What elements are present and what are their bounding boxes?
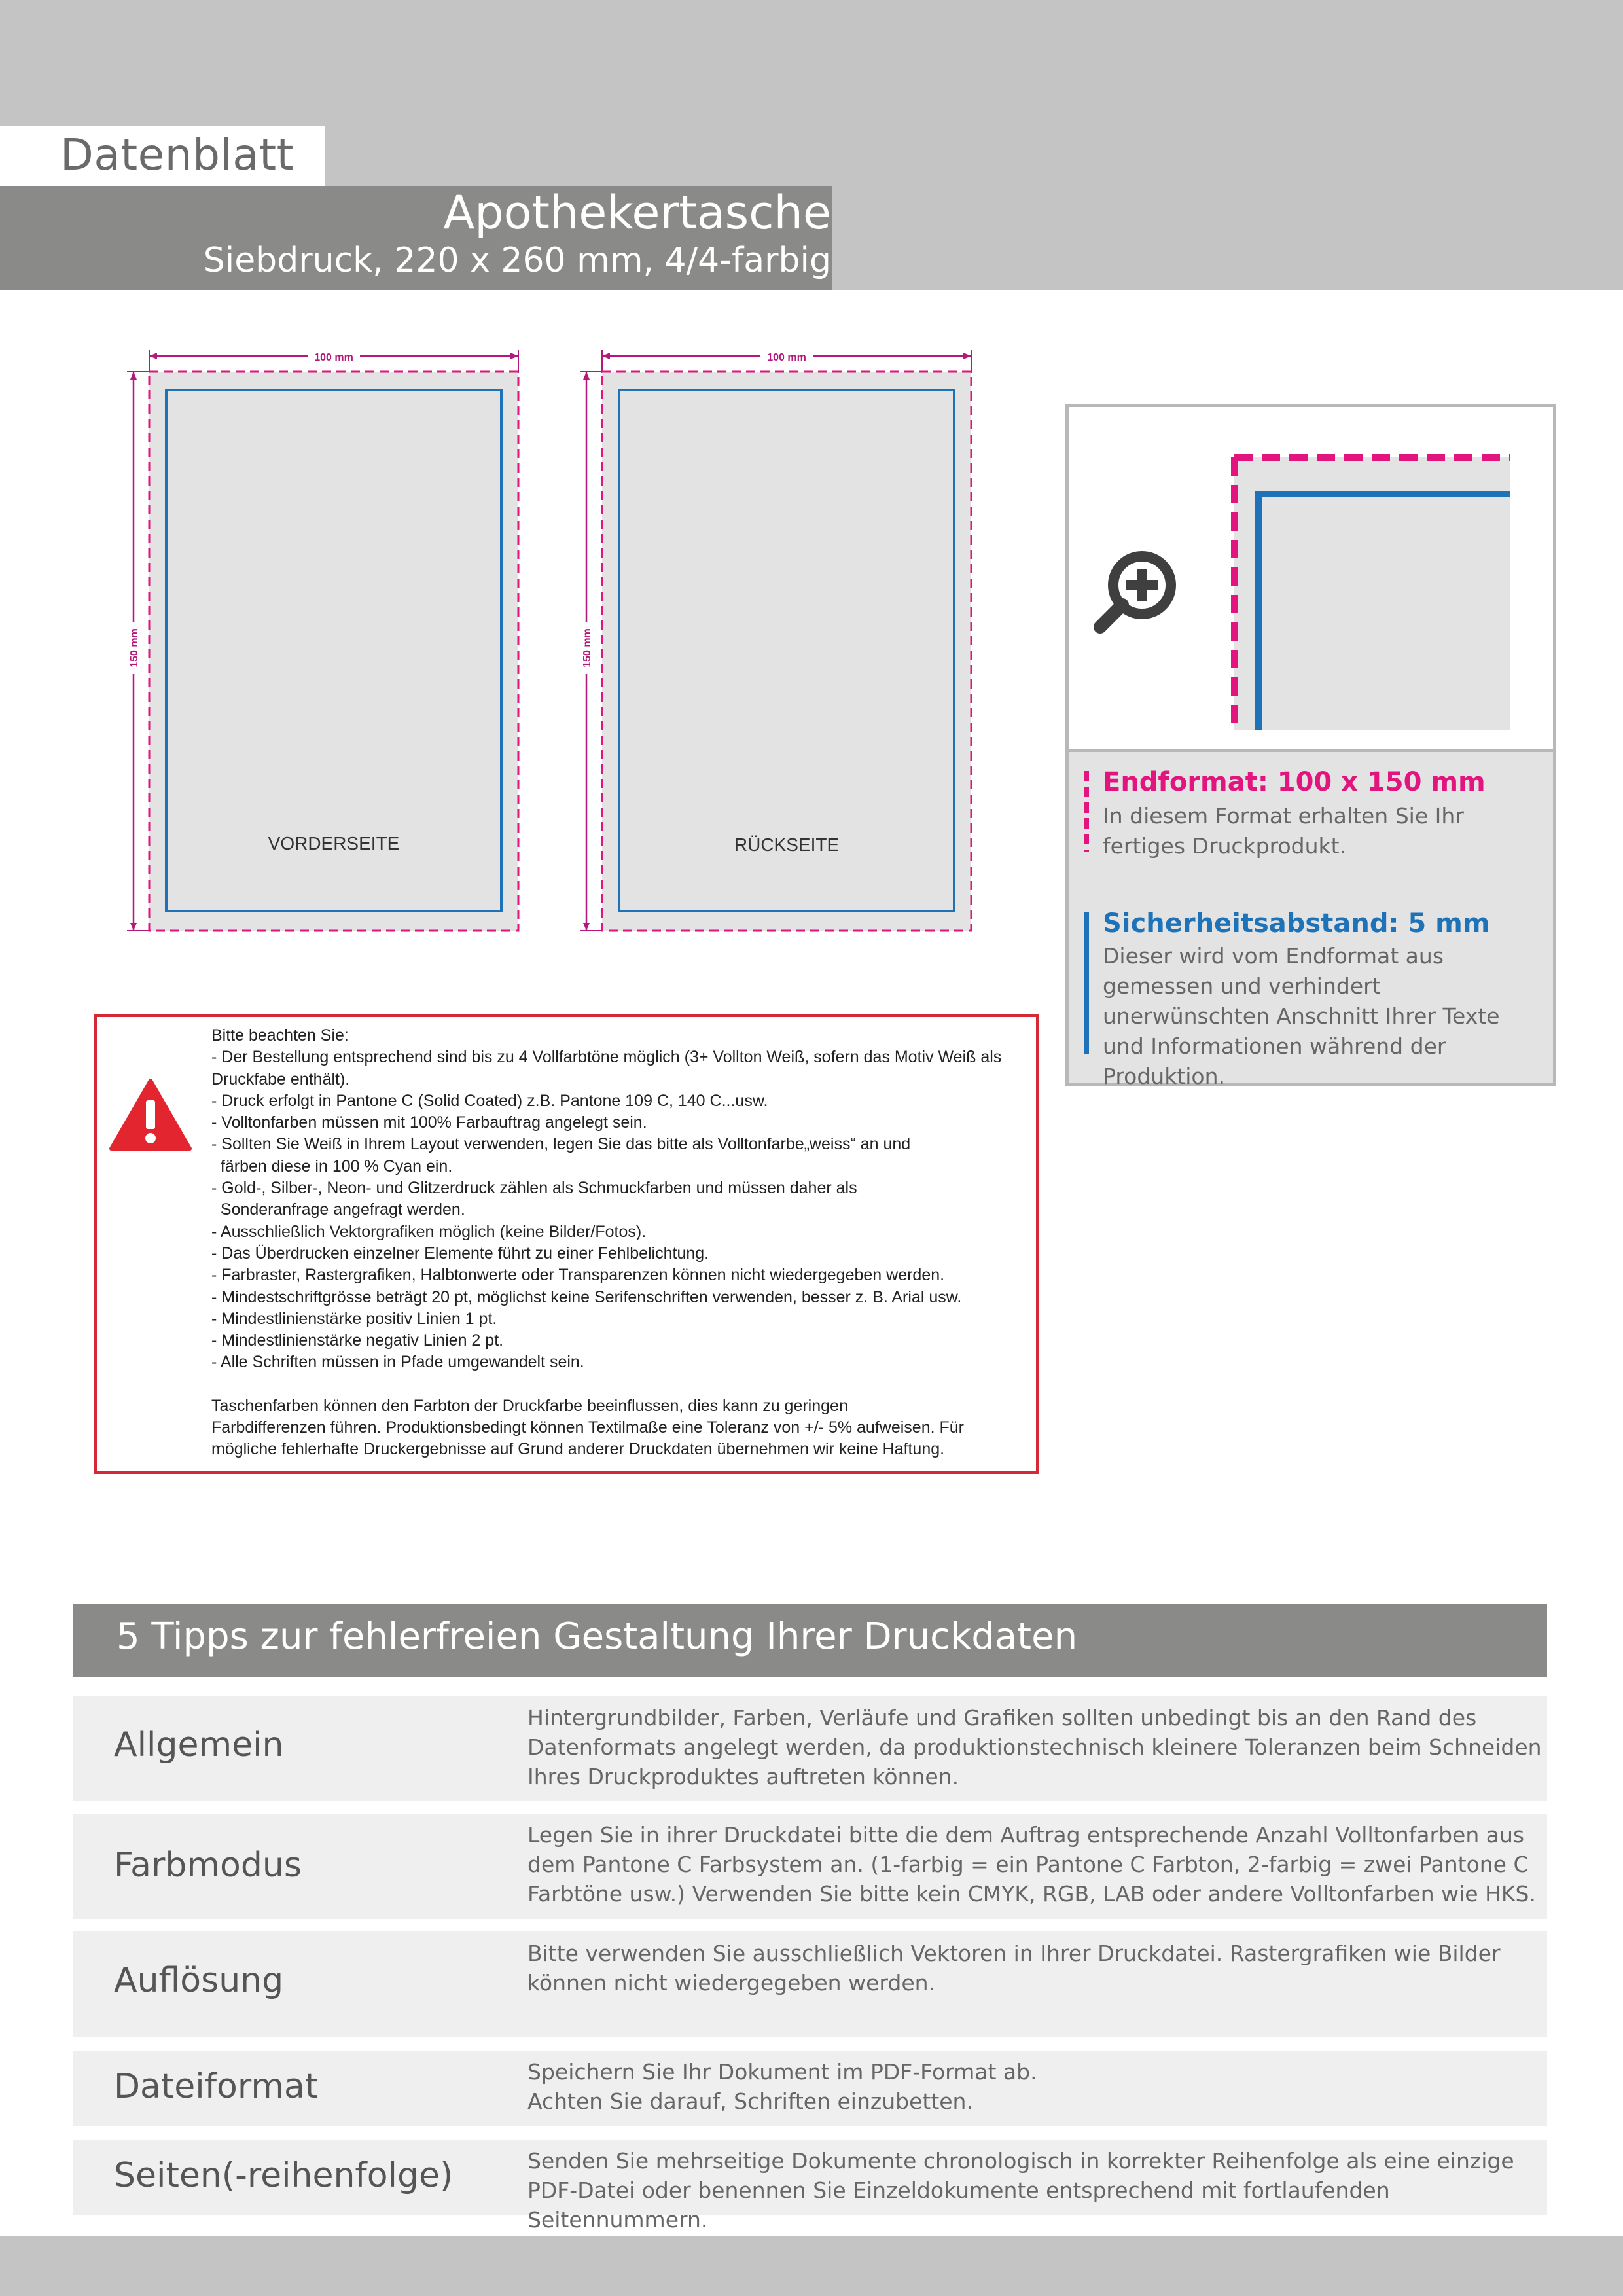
- width-dimension-label: 100 mm: [767, 352, 806, 363]
- tip-text: Speichern Sie Ihr Dokument im PDF-Format ab. Achten Sie darauf, Schriften einzubetten.: [527, 2059, 1037, 2114]
- warning-line: - Farbraster, Rastergrafiken, Halbtonwerte oder Transparenzen können nicht wiedergegeben werden.: [211, 1266, 945, 1285]
- endformat-title: Endformat: 100 x 150 mm: [1103, 767, 1486, 797]
- warning-line: Druckfabe enthält).: [211, 1069, 350, 1088]
- warning-line: mögliche fehlerhafte Druckergebnisse auf Grund anderer Druckdaten übernehmen wir keine Haftung.: [211, 1440, 945, 1459]
- page-subtitle: Siebdruck, 220 x 260 mm, 4/4-farbig: [203, 241, 831, 280]
- back-label: RÜCKSEITE: [734, 834, 840, 855]
- tip-label: Allgemein: [114, 1725, 284, 1765]
- safety-legend-marker: [1084, 912, 1089, 1054]
- tip-label: Seiten(-reihenfolge): [114, 2156, 454, 2195]
- warning-line: - Mindestlinienstärke negativ Linien 2 pt.: [211, 1331, 504, 1350]
- tip-label: Dateiformat: [114, 2067, 319, 2106]
- warning-line: - Das Überdrucken einzelner Elemente führt zu einer Fehlbelichtung.: [211, 1244, 709, 1263]
- warning-line: - Volltonfarben müssen mit 100% Farbauftrag angelegt sein.: [211, 1113, 647, 1132]
- tip-label: Farbmodus: [114, 1846, 302, 1885]
- tip-text: Senden Sie mehrseitige Dokumente chronologisch in korrekter Reihenfolge als eine einzige PDF-Datei oder benennen Sie Einzeldokumente entsprechend mit fortlaufenden Seitennummern.: [527, 2148, 1514, 2233]
- warning-line: - Alle Schriften müssen in Pfade umgewandelt sein.: [211, 1353, 584, 1372]
- warning-line: - Der Bestellung entsprechend sind bis zu 4 Vollfarbtöne möglich (3+ Vollton Weiß, sofern das Motiv Weiß als: [211, 1048, 1002, 1067]
- warning-line: färben diese in 100 % Cyan ein.: [211, 1157, 453, 1175]
- tip-text: Hintergrundbilder, Farben, Verläufe und Grafiken sollten unbedingt bis an den Rand des Datenformats angelegt werden, da produktionstechnisch kleinere Toleranzen beim Schneiden Ihres Druckproduktes auftreten können.: [527, 1705, 1542, 1789]
- warning-line: - Sollten Sie Weiß in Ihrem Layout verwenden, legen Sie das bitte als Volltonfarbe„weiss“ an und: [211, 1135, 911, 1154]
- page-title: Apothekertasche: [443, 186, 831, 240]
- endformat-text: In diesem Format erhalten Sie Ihr fertiges Druckprodukt.: [1103, 803, 1464, 859]
- tip-text: Bitte verwenden Sie ausschließlich Vektoren in Ihrer Druckdatei. Rastergrafiken wie Bilder können nicht wiedergegeben werden.: [527, 1941, 1501, 1996]
- warning-line: - Ausschließlich Vektorgrafiken möglich (keine Bilder/Fotos).: [211, 1222, 647, 1241]
- warning-line: Farbdifferenzen führen. Produktionsbedingt können Textilmaße eine Toleranz von +/- 5% aufweisen. Für: [211, 1418, 964, 1437]
- back-template: [571, 340, 990, 942]
- zoom-in-icon: [1100, 556, 1171, 627]
- datasheet-tag-label: Datenblatt: [60, 130, 294, 180]
- warning-line: Sonderanfrage angefragt werden.: [211, 1200, 465, 1219]
- warning-line: - Gold-, Silber-, Neon- und Glitzerdruck zählen als Schmuckfarben und müssen daher als: [211, 1179, 857, 1198]
- safety-title: Sicherheitsabstand: 5 mm: [1103, 908, 1490, 939]
- warning-line: Taschenfarben können den Farbton der Druckfarbe beeinflussen, dies kann zu geringen: [211, 1396, 848, 1415]
- warning-line: - Mindestschriftgrösse beträgt 20 pt, möglichst keine Serifenschriften verwenden, besser z. B. Arial usw.: [211, 1287, 962, 1306]
- front-label: VORDERSEITE: [268, 833, 400, 853]
- endformat-legend-marker: [1084, 771, 1089, 852]
- warning-line: - Mindestlinienstärke positiv Linien 1 pt.: [211, 1309, 497, 1328]
- warning-line: - Druck erfolgt in Pantone C (Solid Coated) z.B. Pantone 109 C, 140 C...usw.: [211, 1091, 768, 1110]
- safety-text: Dieser wird vom Endformat aus gemessen und verhindert unerwünschten Anschnitt Ihrer Texte und Informationen während der Produktion.: [1103, 943, 1500, 1089]
- width-dimension-label: 100 mm: [314, 352, 353, 363]
- front-template: [118, 340, 537, 942]
- zoom-preview: [1069, 407, 1553, 752]
- height-dimension-label: 150 mm: [582, 628, 593, 668]
- height-dimension-label: 150 mm: [129, 628, 140, 668]
- warning-text: [211, 1025, 1029, 1461]
- tips-title: 5 Tipps zur fehlerfreien Gestaltung Ihrer Druckdaten: [116, 1615, 1078, 1658]
- warning-line: [211, 1374, 1029, 1395]
- warning-line: Bitte beachten Sie:: [211, 1026, 349, 1045]
- tip-label: Auflösung: [114, 1961, 284, 2000]
- endformat-corner-fill: [1234, 457, 1510, 730]
- footer-band: [0, 2236, 1623, 2296]
- warning-icon: [109, 1078, 192, 1151]
- tip-text: Legen Sie in ihrer Druckdatei bitte die dem Auftrag entsprechende Anzahl Volltonfarben aus dem Pantone C Farbsystem an. (1-farbig = ein Pantone C Farbton, 2-farbig = zwei Pantone C Farbtöne usw.) Verwenden Sie bitte kein CMYK, RGB, LAB oder andere Volltonfarben wie HKS.: [527, 1822, 1536, 1907]
